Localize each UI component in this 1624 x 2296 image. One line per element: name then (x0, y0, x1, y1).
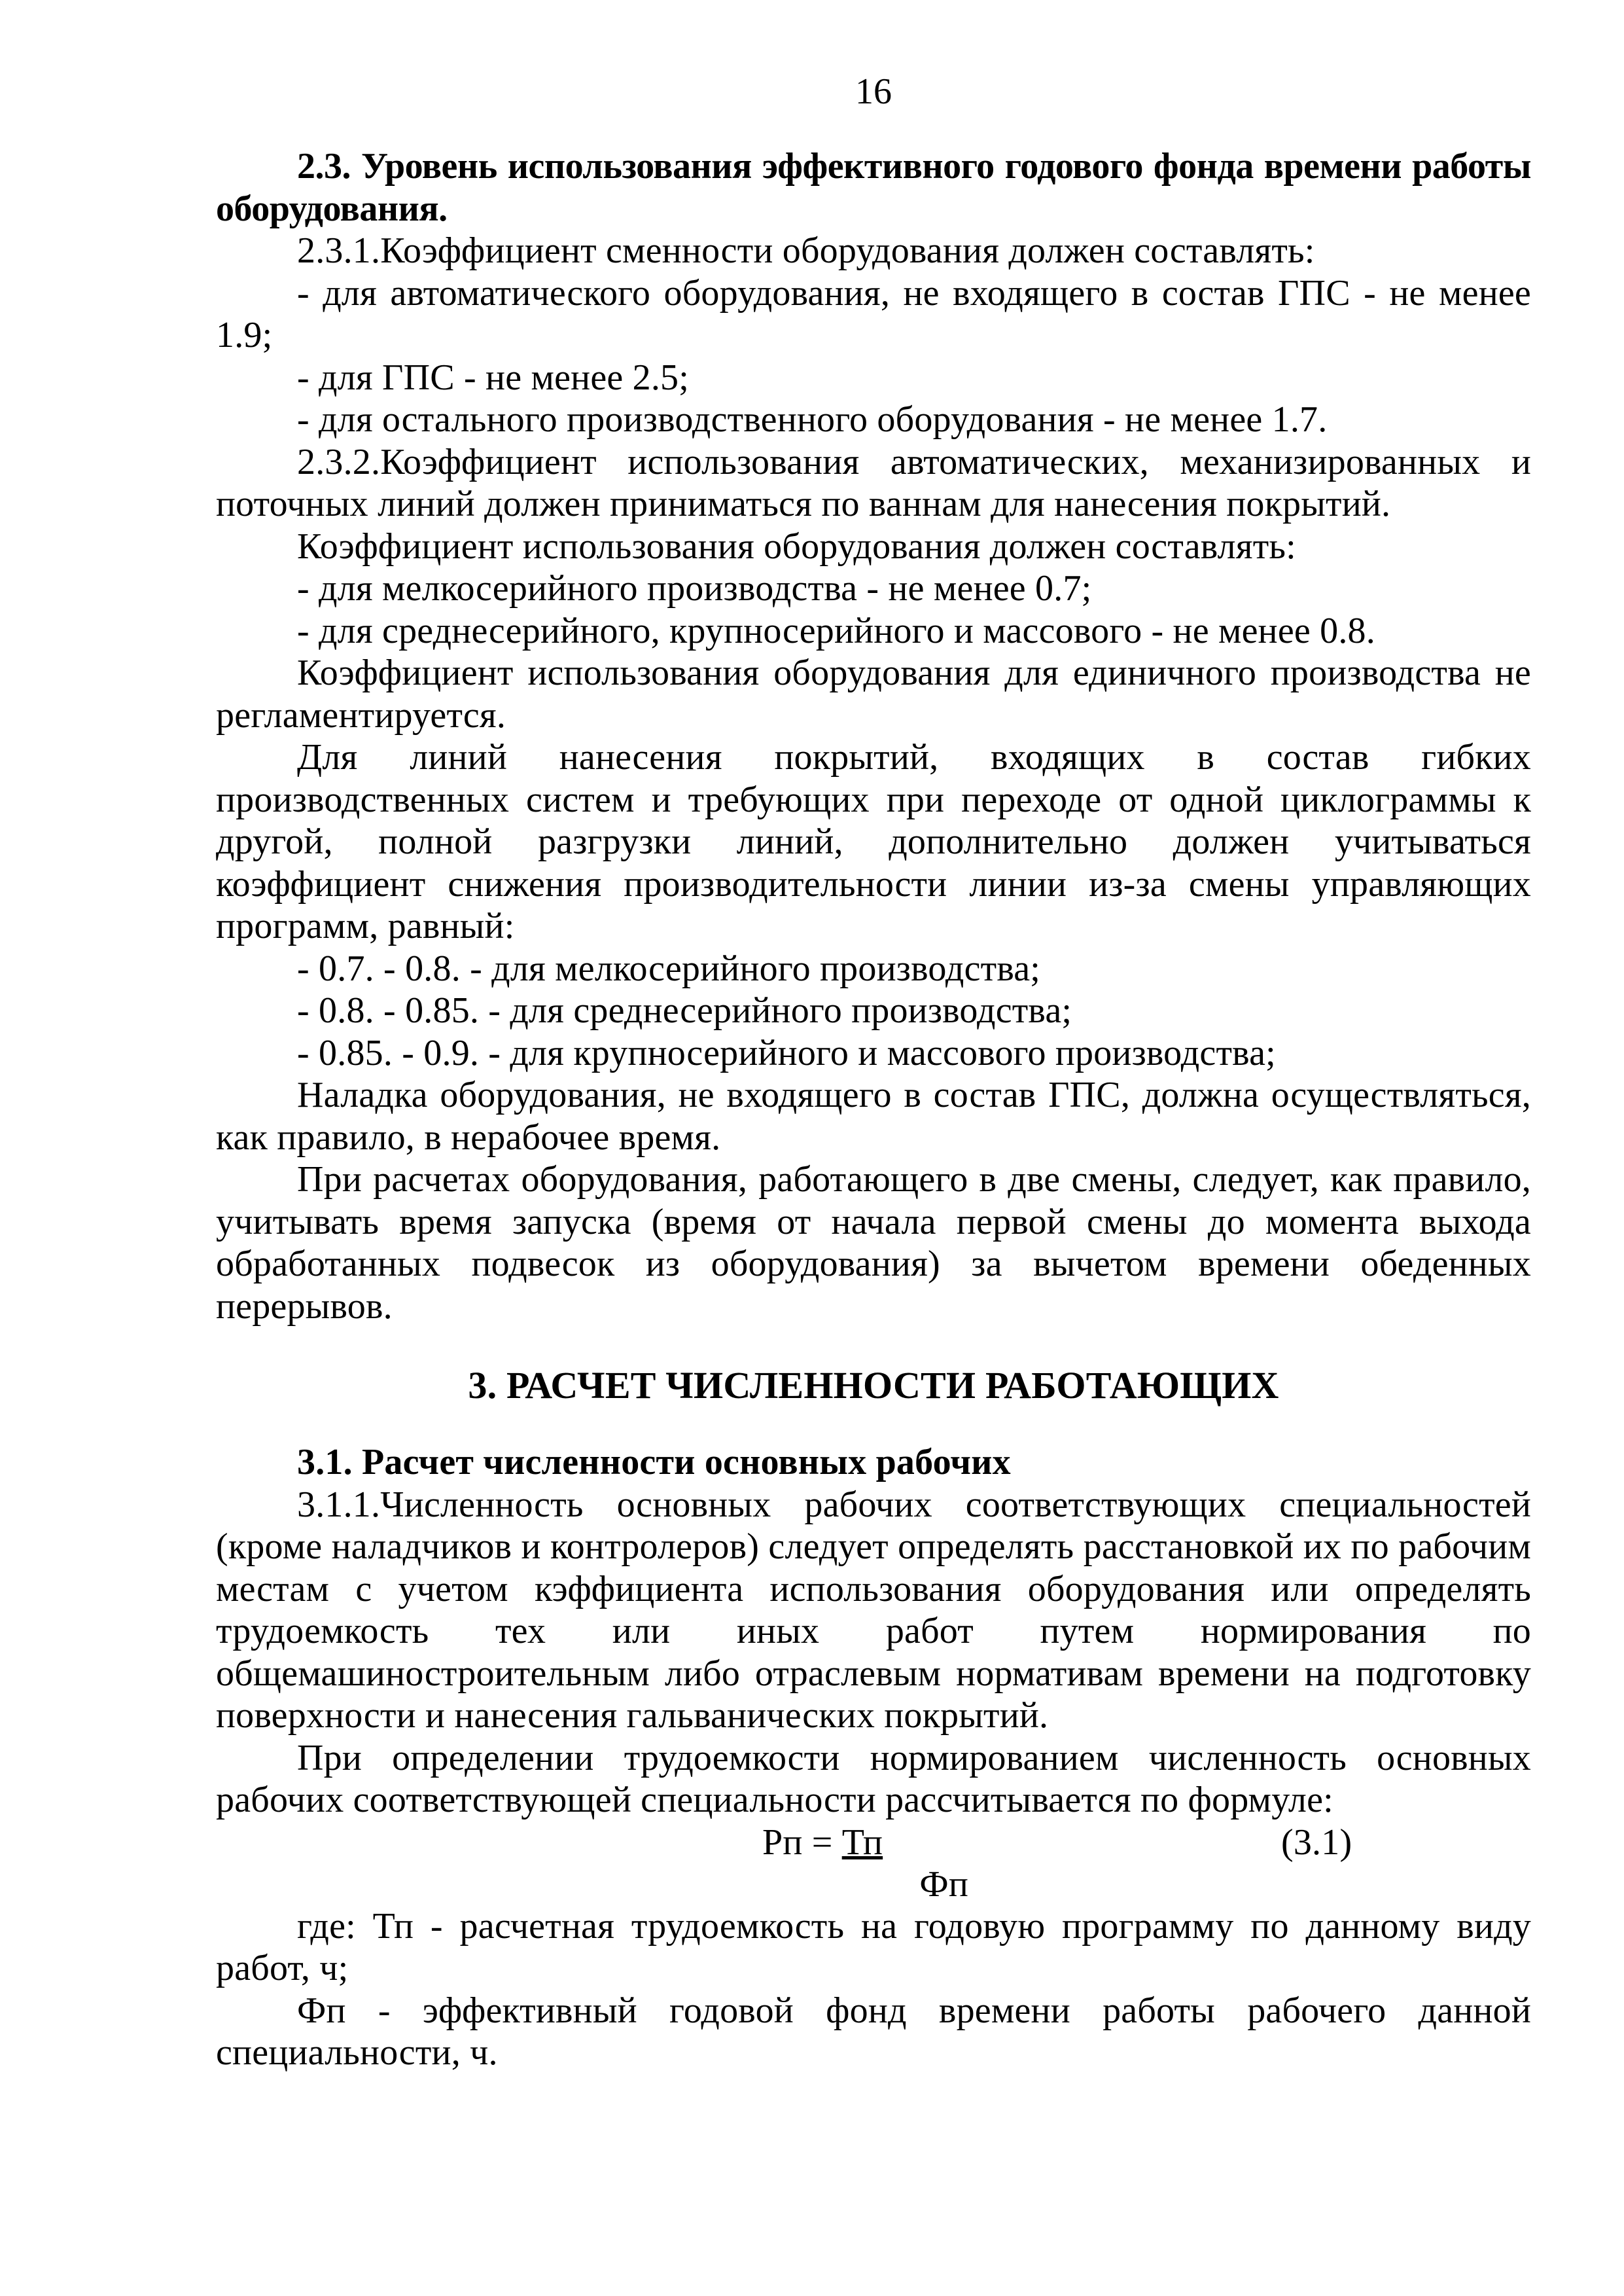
paragraph-utilization: Коэффициент использования оборудования должен составлять: (297, 526, 1296, 567)
paragraph-fp: Фп - эффективный годовой фонд времени работы рабочего данной специальности, ч. (216, 1990, 1531, 2073)
formula-block (216, 1821, 1531, 1905)
paragraph-two-shifts: При расчетах оборудования, работающего в две смены, следует, как правило, учитывать время запуска (время от начала первой смены до момента выхода обработанных подвесок из оборудования) за вычетом времени обеденных перерывов. (216, 1159, 1531, 1327)
section-heading-2-3: 2.3. Уровень использования эффективного годового фонда времени работы оборудования. (216, 146, 1531, 229)
paragraph-formula-intro: При определении трудоемкости нормированием численность основных рабочих соответствующей специальности рассчитывается по формуле: (216, 1737, 1531, 1820)
paragraph-flexible-systems: Для линий нанесения покрытий, входящих в состав гибких производственных систем и требующих при переходе от одной циклограммы к другой, полной разгрузки линий, дополнительно должен учитываться коэффициент снижения производительности линии из-за смены управляющих программ, равный: (216, 737, 1531, 946)
paragraph-3-1-1: 3.1.1.Численность основных рабочих соответствующих специальностей (кроме наладчиков и контролеров) следует определять расстановкой их по рабочим местам с учетом кэффициента использования оборудования или определять трудоемкость тех или иных работ путем нормирования по общемашиностроительным либо отраслевым нормативам времени на подготовку поверхности и нанесения гальванических покрытий. (216, 1484, 1531, 1736)
paragraph-single-production: Коэффициент использования оборудования для единичного производства не регламентируется. (216, 653, 1531, 736)
chapter-title: 3. РАСЧЕТ ЧИСЛЕННОСТИ РАБОТАЮЩИХ (468, 1364, 1279, 1407)
page-number: 16 (855, 71, 892, 112)
formula-denominator: Фп (919, 1863, 968, 1905)
list-item-gps: - для ГПС - не менее 2.5; (297, 357, 690, 398)
list-item-medium-large-mass: - для среднесерийного, крупносерийного и массового - не менее 0.8. (297, 610, 1375, 651)
list-item-coef-large: - 0.85. - 0.9. - для крупносерийного и массового производства; (297, 1032, 1276, 1073)
formula-number: (3.1) (1281, 1821, 1352, 1863)
list-item-other-equipment: - для остального производственного оборудования - не менее 1.7. (297, 399, 1328, 440)
list-item-coef-medium: - 0.8. - 0.85. - для среднесерийного производства; (297, 990, 1072, 1031)
formula-numerator: Тп (841, 1821, 883, 1863)
list-item-automatic-equipment: - для автоматического оборудования, не входящего в состав ГПС - не менее 1.9; (216, 272, 1531, 355)
paragraph-2-3-2: 2.3.2.Коэффициент использования автоматических, механизированных и поточных линий должен приниматься по ваннам для нанесения покрытий. (216, 441, 1531, 524)
formula (762, 1821, 968, 1905)
list-item-coef-small: - 0.7. - 0.8. - для мелкосерийного производства; (297, 948, 1041, 989)
formula-lhs: Рп = (762, 1821, 842, 1863)
subheading-3-1: 3.1. Расчет численности основных рабочих (297, 1442, 1011, 1482)
list-item-small-batch: - для мелкосерийного производства - не менее 0.7; (297, 568, 1092, 609)
paragraph-where-tp: где: Тп - расчетная трудоемкость на годовую программу по данному виду работ, ч; (216, 1905, 1531, 1988)
paragraph-2-3-1: 2.3.1.Коэффициент сменности оборудования должен составлять: (297, 230, 1315, 271)
page-content (216, 145, 1531, 2074)
paragraph-setup: Наладка оборудования, не входящего в состав ГПС, должна осуществляться, как правило, в нерабочее время. (216, 1075, 1531, 1158)
